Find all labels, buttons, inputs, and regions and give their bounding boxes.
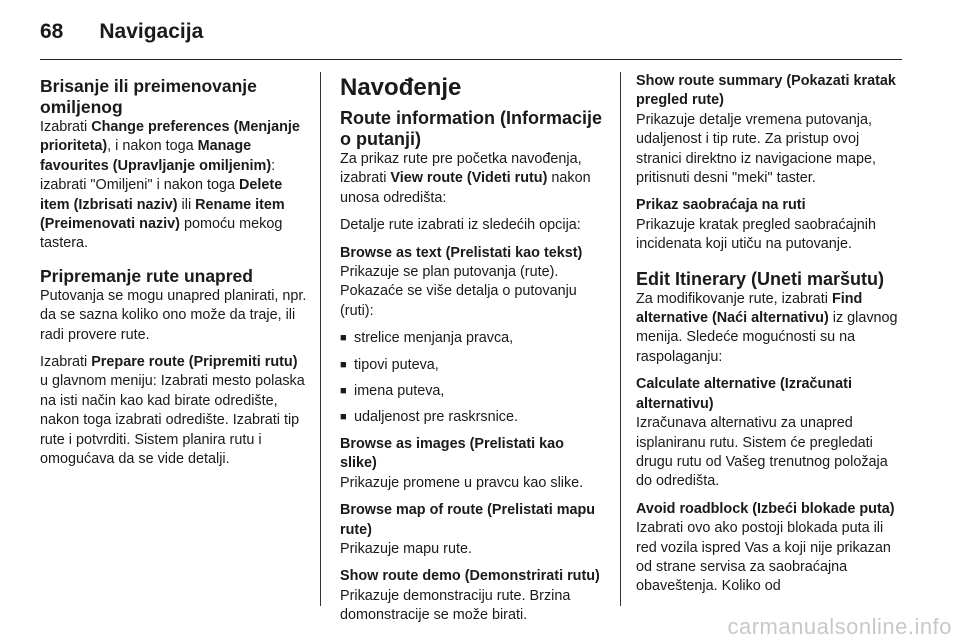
description: Prikazuje se plan putovanja (rute). Pokazaće se više detalja o putovanju (ruti):: [340, 264, 577, 319]
text: pomoću mekog tastera.: [40, 216, 283, 252]
description: Prikazuje kratak pregled saobraćajnih incidenata koji utiču na putovanje.: [636, 216, 876, 253]
column-middle: [340, 72, 604, 634]
definition-traffic: [636, 196, 902, 254]
text: : izabrati "Omiljeni" i nakon toga: [40, 157, 276, 194]
list-item: ■ udaljenost pre raskrsnice.: [340, 408, 604, 427]
description: Prikazuje demonstraciju rute. Brzina domonstracije se može birati.: [340, 587, 571, 624]
term: Calculate alternative (Izračunati alternativu): [636, 376, 852, 412]
paragraph-edit-itinerary: [636, 290, 902, 368]
paragraph-prepare-steps: [40, 353, 308, 469]
page-number: 68: [40, 20, 64, 43]
column-divider: [620, 72, 621, 606]
definition-browse-text: [340, 244, 604, 322]
menu-term: View route (Videti rutu): [390, 170, 548, 187]
paragraph-prepare-intro: Putovanja se mogu unapred planirati, npr. da se sazna koliko ono može da traje, ili radi provere rute.: [40, 287, 307, 343]
menu-term: Rename item (Preimenovati naziv): [40, 196, 285, 233]
header-rule: [40, 59, 902, 60]
list-item: ■ tipovi puteva,: [340, 356, 604, 375]
text: Izabrati: [40, 119, 92, 135]
term: Browse map of route (Prelistati mapu rute): [340, 502, 596, 538]
paragraph-delete-rename: [40, 118, 308, 254]
text: ili: [177, 196, 196, 213]
paragraph-route-info: [340, 150, 604, 208]
text: u glavnom meniju: Izabrati mesto polaska na isti način kao kad birate odredište, nakon toga izabrati odredište. Izabrati tip rute i potvrditi. Sistem planira rutu i omogućava da se vide detalji.: [40, 373, 305, 468]
bullet-list: [340, 329, 604, 428]
menu-term: Manage favourites (Upravljanje omiljenim): [40, 138, 272, 174]
description: Izračunava alternativu za unapred isplaniranu rutu. Sistem će pregledati drugu rutu od Vašeg trenutnog položaja do odredišta.: [636, 415, 888, 490]
paragraph-route-options: Detalje rute izabrati iz sledećih opcija:: [340, 217, 581, 234]
column-divider: [320, 72, 321, 606]
text: Izabrati: [40, 354, 92, 371]
heading-delete-rename: Brisanje ili preimenovanje omiljenog: [40, 76, 257, 117]
menu-term: Delete item (Izbrisati naziv): [40, 177, 283, 213]
column-right: [636, 72, 902, 605]
definition-route-summary: [636, 72, 902, 188]
text: iz glavnog menija. Sledeće mogućnosti su na raspolaganju:: [636, 310, 898, 365]
text: , i nakon toga: [107, 138, 198, 155]
column-left: [40, 72, 308, 478]
list-item: ■ imena puteva,: [340, 382, 604, 401]
definition-browse-images: [340, 435, 604, 493]
term: Browse as text (Prelistati kao tekst): [340, 244, 583, 261]
heading-route-information: Route information (Informacije o putanji): [340, 108, 603, 149]
description: Prikazuje detalje vremena putovanja, udaljenost i tip rute. Za pristup ovoj stranici direktno iz navigacione mape, pritisnuti desni "meki" taster.: [636, 111, 876, 187]
page-header: [40, 14, 203, 50]
menu-term: Change preferences (Menjanje prioriteta): [40, 119, 300, 155]
menu-term: Prepare route (Pripremiti rutu): [91, 354, 298, 371]
text: nakon unosa odredišta:: [340, 170, 591, 206]
term: Browse as images (Prelistati kao slike): [340, 435, 564, 472]
term: Avoid roadblock (Izbeći blokade puta): [636, 500, 895, 517]
term: Prikaz saobraćaja na ruti: [636, 197, 806, 214]
text: Za prikaz rute pre početka navođenja, izabrati: [340, 151, 582, 187]
heading-edit-itinerary: Edit Itinerary (Uneti maršutu): [636, 268, 885, 289]
term: Show route summary (Pokazati kratak pregled rute): [636, 73, 896, 109]
heading-prepare-route: Pripremanje rute unapred: [40, 265, 253, 286]
description: Prikazuje promene u pravcu kao slike.: [340, 474, 584, 491]
description: Prikazuje mapu rute.: [340, 540, 472, 557]
definition-calculate-alternative: [636, 375, 902, 491]
watermark: carmanualsonline.info: [727, 614, 952, 639]
term: Show route demo (Demonstrirati rutu): [340, 568, 600, 585]
menu-term: Find alternative (Naći alternativu): [636, 290, 863, 327]
section-title-navigation: Navođenje: [340, 74, 462, 101]
definition-avoid-roadblock: [636, 500, 902, 597]
definition-route-demo: [340, 567, 604, 625]
definition-browse-map: [340, 501, 604, 559]
description: Izabrati ovo ako postoji blokada puta ili red vozila ispred Vas a koji nije prikazan od strane servisa za saobraćajna obaveštenja. Koliko od: [636, 520, 891, 595]
text: Za modifikovanje rute, izabrati: [636, 290, 832, 307]
list-item: ■ strelice menjanja pravca,: [340, 329, 604, 348]
chapter-title: Navigacija: [99, 20, 204, 43]
